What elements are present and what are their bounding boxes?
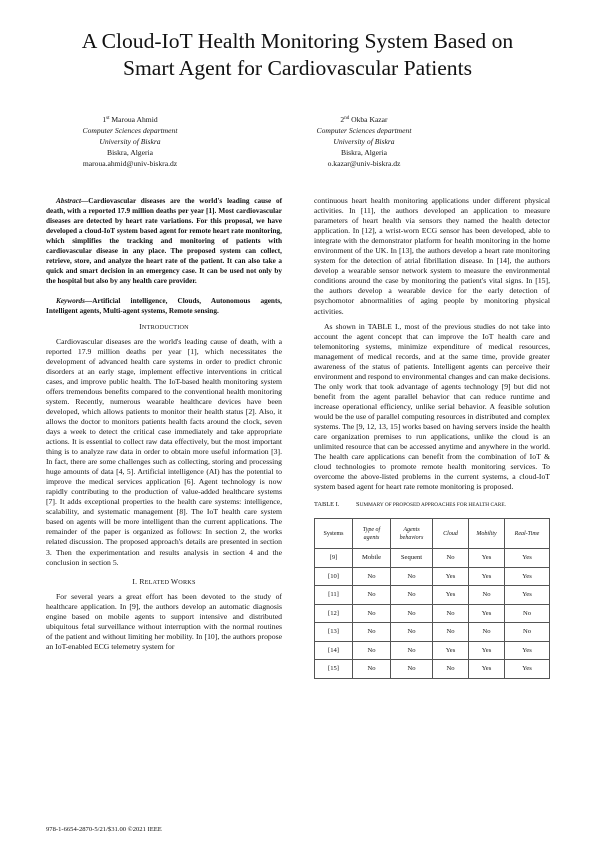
author-name: 1st Maroua Ahmid: [102, 115, 158, 124]
table-row: [315, 604, 550, 623]
abstract-label: Abstract: [56, 197, 81, 205]
table-cell: No: [353, 586, 391, 605]
right-column: [314, 196, 550, 679]
title-line-1: A Cloud-IoT Health Monitoring System Based on: [81, 29, 514, 53]
section-heading-introduction: INTRODUCTION: [139, 321, 189, 331]
table-cell: Yes: [469, 660, 505, 679]
author-university: University of Biskra: [333, 137, 395, 146]
table-header-cell: Real-Time: [505, 519, 550, 549]
table-cell: Sequent: [391, 549, 433, 568]
abstract-text: —Cardiovascular diseases are the world's leading cause of death, with a reported 17.9 million deaths per year [1]. Most cardiovascular diseases are detected by heart rate variations. For this proposal, we have developed a cloud-IoT system based agent for remote heart rate monitoring, which simplifies the tracking and monitoring of patients with cardiovascular disease in any place. The proposed system can collect, retrieve, store, and analyze the heart rate of the patient. It can also take a quick and smart decision in an emergency case. It can be used not only by the hospital but also by any health care provider.: [46, 197, 282, 286]
table-cell: No: [433, 549, 469, 568]
table-cell: [11]: [315, 586, 353, 605]
table-cell: Yes: [469, 641, 505, 660]
table-row: [315, 623, 550, 642]
table-cell: Yes: [505, 567, 550, 586]
author-location: Biskra, Algeria: [341, 148, 387, 157]
author-block-1: [30, 113, 230, 169]
table-cell: No: [353, 623, 391, 642]
table-cell: Mobile: [353, 549, 391, 568]
table-cell: [13]: [315, 623, 353, 642]
left-column: [46, 196, 282, 652]
table-cell: Yes: [505, 549, 550, 568]
keywords: [46, 296, 282, 316]
table-cell: No: [391, 660, 433, 679]
table-header-cell: Agents behaviors: [391, 519, 433, 549]
table-label: TABLE I.: [314, 501, 340, 509]
section-heading-related-works: I. RELATED WORKS: [132, 576, 196, 586]
intro-paragraph: Cardiovascular diseases are the world's leading cause of death, with a reported 17.9 million deaths per year [1], which necessitates the development of advanced health care systems in order to predict chronic disorders at an early stage, implement effective interventions in critical cases, and improve public health. The IoT-based health monitoring system offers tremendous benefits compared to the conventional health monitoring system. Recently, numerous wearable healthcare devices have been developed, which allows patients to monitor their health status [2]. Also, it allows the doctor to monitors patients health facts around the clock, seven days a week to detect the critical case immediately and take appropriate actions. It is essential to collect raw data effectively, but the most important thing is to analyze raw data in order to obtain more useful information [3]. In fact, there are some challenges such as collecting, storing and processing huge amounts of data [4, 5]. Artificial intelligence (AI) has the potential to improve the medical services application [6]. Agent technology is now rapidly contributing to the production of value-added healthcare systems [7]. It adds exceptional properties to the health care systems: intelligence, scalability, and systematic management [8]. The IoT health care system based on agents will be more intelligent than the current applications. The remainder of the paper is organized as follows: In section 2, the works related discussion. The proposed approach's details are presented in section 3. Then the experimentation and results analysis in section 4 and the conclusion in section 5.: [46, 336, 282, 567]
table-row: [315, 641, 550, 660]
table-cell: [10]: [315, 567, 353, 586]
table-cell: Yes: [469, 604, 505, 623]
author-block-2: [264, 113, 464, 169]
table-caption: TABLE I. SUMMARY OF PROPOSED APPROACHES FOR HEALTH CARE.: [314, 501, 506, 509]
table-cell: [14]: [315, 641, 353, 660]
author-affiliation: Computer Sciences department: [82, 126, 178, 135]
related-works-summary: As shown in TABLE I., most of the previous studies do not take into account the agent concept that can improve the IoT health care and telemonitoring systems, minimize expenditure of medical resources, management of medical records, and at the same time, provide greater awareness of the status of patients. Intelligent agents can perceive their environment and respond to environmental changes and can make decisions. The only work that took advantage of agents technology [9] but did not benefit from the agent parallel behavior that can reduce runtime and increase operational efficiency, unlike serial behavior. A feasible solution would be the use of parallel computing resources in distributed and complex systems. The [9, 12, 13, 15] works based on having servers inside the health care organization premises to run applications, unlike the cloud is an unlimited resource that can be accessed anytime and anywhere in the world. The health care applications can benefit from the combination of IoT & cloud technologies to promote remote health monitoring services. To overcome the above-listed problems in the current systems, a cloud-IoT system based agent for heart rate remote monitoring is proposed.: [314, 321, 550, 492]
table-cell: No: [353, 660, 391, 679]
author-university: University of Biskra: [99, 137, 161, 146]
table-cell: No: [391, 641, 433, 660]
table-cell: No: [469, 623, 505, 642]
table-cell: Yes: [433, 567, 469, 586]
table-cell: Yes: [505, 586, 550, 605]
table-cell: No: [353, 641, 391, 660]
table-row: [315, 586, 550, 605]
paper-title: [40, 28, 555, 82]
keywords-label: Keywords: [56, 297, 85, 306]
table-cell: Yes: [505, 660, 550, 679]
table-cell: No: [469, 586, 505, 605]
table-cell: No: [391, 604, 433, 623]
table-header-cell: Mobility: [469, 519, 505, 549]
table-cell: No: [505, 623, 550, 642]
copyright-footer: 978-1-6654-2870-5/21/$31.00 ©2021 IEEE: [46, 826, 162, 833]
author-email: o.kazar@univ-biskra.dz: [327, 159, 401, 168]
table-header-cell: Systems: [315, 519, 353, 549]
author-affiliation: Computer Sciences department: [316, 126, 412, 135]
table-cell: [9]: [315, 549, 353, 568]
table-header-cell: Cloud: [433, 519, 469, 549]
table-cell: [15]: [315, 660, 353, 679]
table-cell: No: [391, 567, 433, 586]
table-cell: [12]: [315, 604, 353, 623]
table-cell: No: [391, 586, 433, 605]
table-cell: No: [505, 604, 550, 623]
table-header-row: [315, 519, 550, 549]
keywords-text: —Artificial intelligence, Clouds, Autonomous agents, Intelligent agents, Multi-agent systems, Remote sensing.: [46, 297, 282, 316]
author-location: Biskra, Algeria: [107, 148, 153, 157]
title-line-2: Smart Agent for Cardiovascular Patients: [122, 56, 473, 80]
table-row: [315, 549, 550, 568]
table-cell: No: [433, 623, 469, 642]
approaches-table: [314, 518, 550, 679]
table-row: [315, 567, 550, 586]
author-email: maroua.ahmid@univ-biskra.dz: [82, 159, 178, 168]
table-row: [315, 660, 550, 679]
table-cell: Yes: [433, 641, 469, 660]
related-works-paragraph: For several years a great effort has been devoted to the study of healthcare application. In [9], the authors develop an automatic diagnosis engine based on mobile agents to support intensive and distributed ubiquitous fetal surveillance without interruption with the normal routines of the patient and without limiting her mobility. In [10], the authors propose an IoT-enabled ECG telemetry system for: [46, 591, 282, 651]
abstract: [46, 196, 282, 286]
table-cell: No: [433, 660, 469, 679]
table-header-cell: Type of agents: [353, 519, 391, 549]
table-cell: No: [353, 604, 391, 623]
table-cell: No: [391, 623, 433, 642]
table-cell: Yes: [505, 641, 550, 660]
table-cell: Yes: [433, 586, 469, 605]
related-works-continued: continuous heart health monitoring applications under different physical activities. In [11], the authors developed an application to measure parameters of heart health via sensors they named the health detector application. In [12], a wrist-worn ECG sensor has been developed, able to integrate with the demonstrator platform for health monitoring in the home environment of the UK. In [13], the authors develop a heart rate monitoring system for the detection of atrial fibrillation disease. In [14], the authors develop a wearable sensor network system to measure the environmental conditions around the case by monitoring the patient's vital signs. In [15], the authors develop a wearable device for the early detection of psychomotor abnormalities of aging people by monitoring physical activities.: [314, 196, 550, 316]
table-cell: Yes: [469, 549, 505, 568]
table-cell: No: [433, 604, 469, 623]
table-cell: No: [353, 567, 391, 586]
table-cell: Yes: [469, 567, 505, 586]
author-name: 2nd Okba Kazar: [340, 115, 388, 124]
